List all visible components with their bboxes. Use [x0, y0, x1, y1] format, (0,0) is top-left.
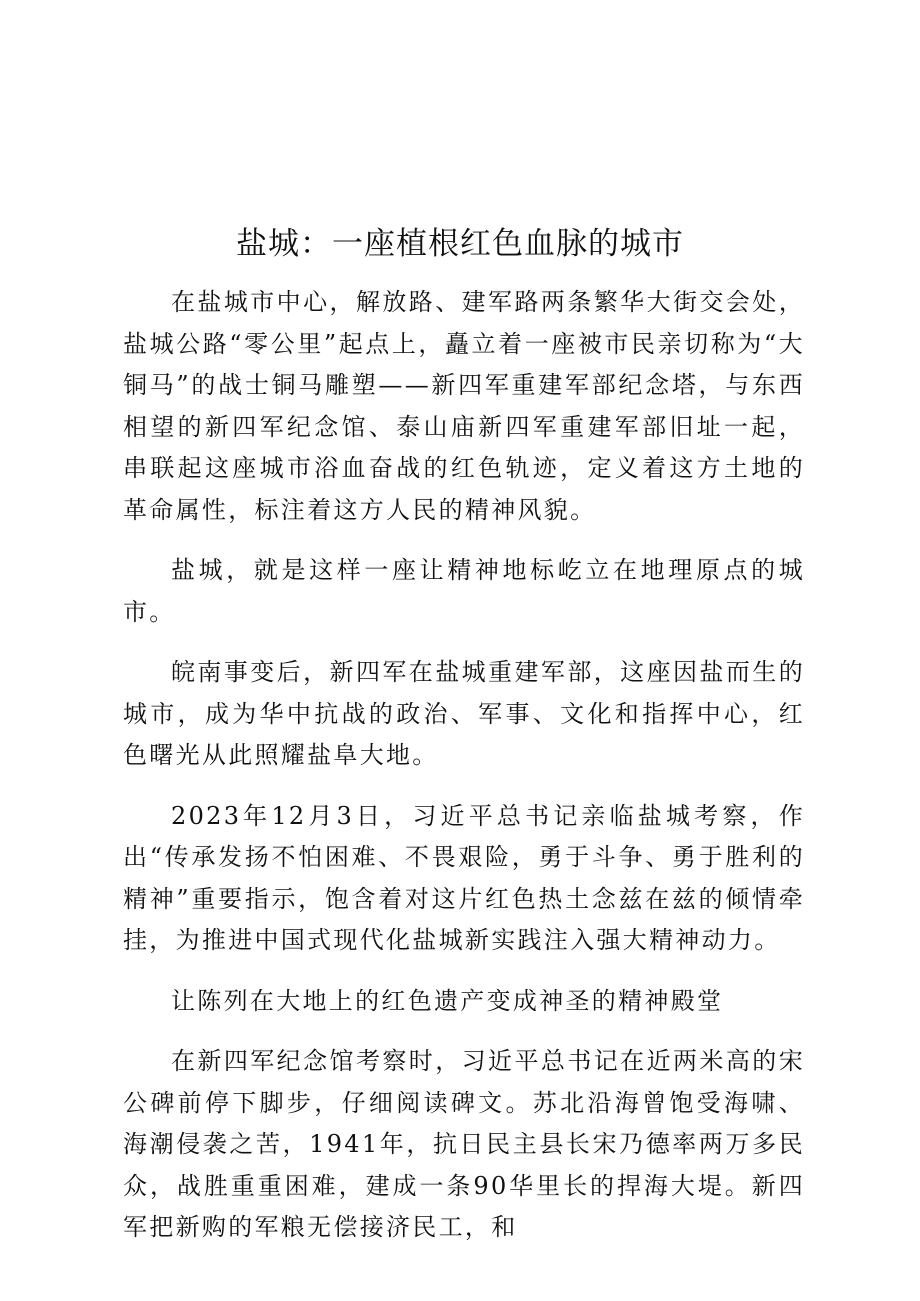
paragraph: 盐城，就是这样一座让精神地标屹立在地理原点的城市。	[123, 556, 805, 626]
document-title: 盐城：一座植根红色血脉的城市	[236, 226, 684, 262]
paragraph: 皖南事变后，新四军在盐城重建军部，这座因盐而生的城市，成为华中抗战的政治、军事、文化和指挥中心，红色曙光从此照耀盐阜大地。	[123, 658, 805, 769]
paragraph: 在盐城市中心，解放路、建军路两条繁华大街交会处，盐城公路“零公里”起点上，矗立着一座被市民亲切称为“大铜马”的战士铜马雕塑——新四军重建军部纪念塔，与东西相望的新四军纪念馆、泰山庙新四军重建军部旧址一起，串联起这座城市浴血奋战的红色轨迹，定义着这方土地的革命属性，标注着这方人民的精神风貌。	[123, 288, 805, 524]
paragraph: 2023年12月3日，习近平总书记亲临盐城考察，作出“传承发扬不怕困难、不畏艰险，勇于斗争、勇于胜利的精神”重要指示，饱含着对这片红色热土念兹在兹的倾情牵挂，为推进中国式现代化盐城新实践注入强大精神动力。	[123, 801, 805, 954]
section-heading: 让陈列在大地上的红色遗产变成神圣的精神殿堂	[171, 986, 724, 1015]
paragraph: 在新四军纪念馆考察时，习近平总书记在近两米高的宋公碑前停下脚步，仔细阅读碑文。苏北沿海曾饱受海啸、海潮侵袭之苦，1941年，抗日民主县长宋乃德率两万多民众，战胜重重困难，建成一条90华里长的捍海大堤。新四军把新购的军粮无偿接济民工，和	[123, 1047, 805, 1241]
document-body	[123, 282, 805, 1249]
